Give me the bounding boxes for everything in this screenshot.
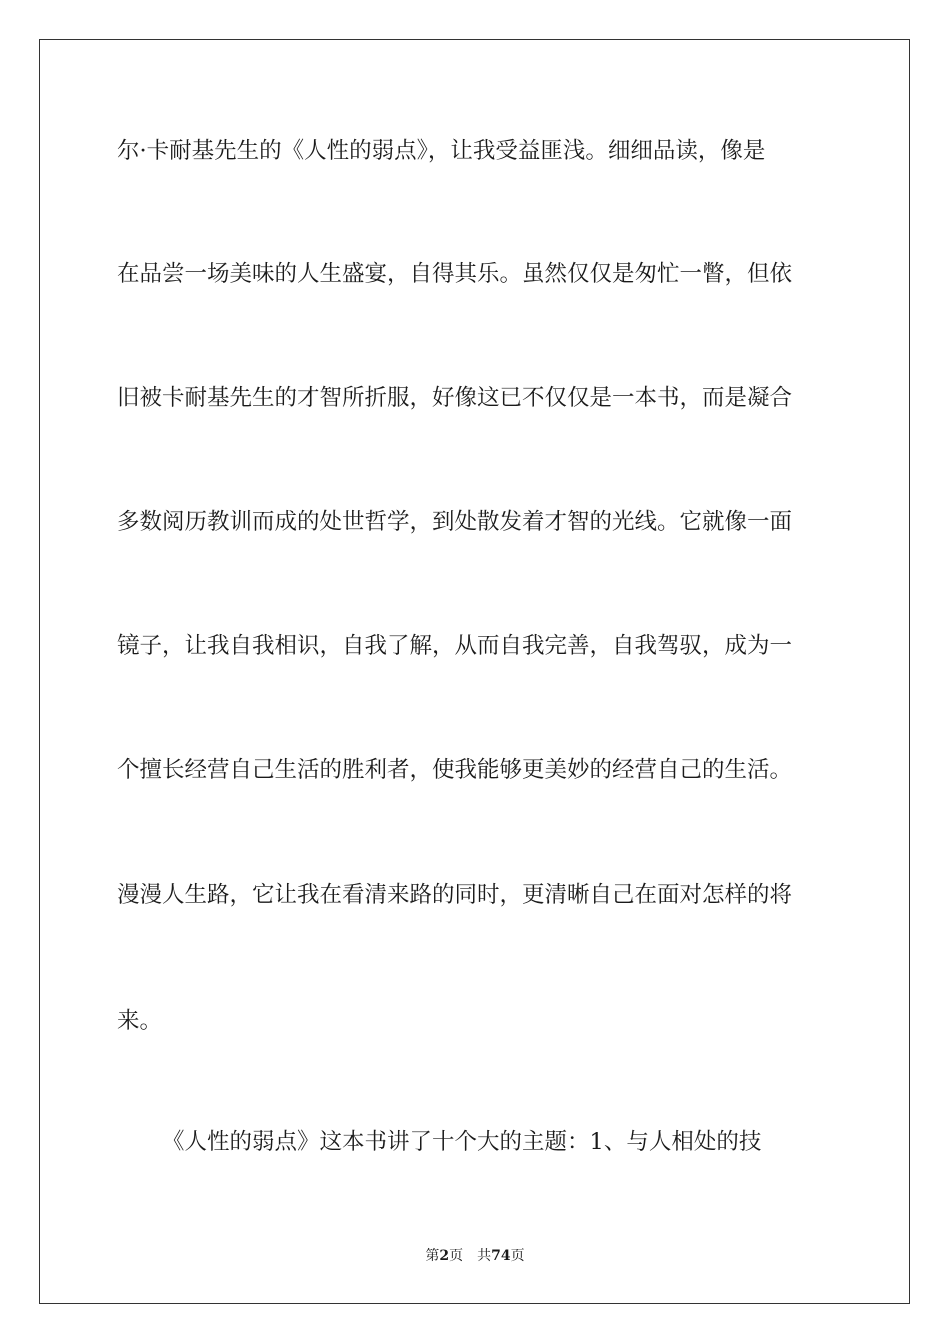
text-line-3: 旧被卡耐基先生的才智所折服，好像这已不仅仅是一本书，而是凝合: [117, 385, 793, 411]
text-line-2: 在品尝一场美味的人生盛宴，自得其乐。虽然仅仅是匆忙一瞥，但依: [117, 261, 793, 287]
text-line-4: 多数阅历教训而成的处世哲学，到处散发着才智的光线。它就像一面: [117, 509, 793, 535]
text-line-9: 《人性的弱点》这本书讲了十个大的主题：1、与人相处的技: [162, 1129, 762, 1155]
page-border: [39, 39, 910, 1304]
page-footer: [0, 1247, 950, 1265]
page-number: 2: [439, 1248, 450, 1264]
text-line-1: 尔·卡耐基先生的《人性的弱点》，让我受益匪浅。细细品读，像是: [117, 138, 766, 164]
text-line-5: 镜子，让我自我相识，自我了解，从而自我完善，自我驾驭，成为一: [117, 633, 793, 659]
total-pages: 74: [491, 1248, 511, 1264]
total-prefix: 共: [477, 1248, 492, 1264]
text-line-7: 漫漫人生路，它让我在看清来路的同时，更清晰自己在面对怎样的将: [117, 882, 793, 908]
text-line-8: 来。: [117, 1008, 163, 1034]
text-line-6: 个擅长经营自己生活的胜利者，使我能够更美妙的经营自己的生活。: [117, 757, 793, 783]
total-suffix: 页: [510, 1248, 525, 1264]
page-suffix: 页: [449, 1248, 464, 1264]
page-prefix: 第: [425, 1248, 440, 1264]
